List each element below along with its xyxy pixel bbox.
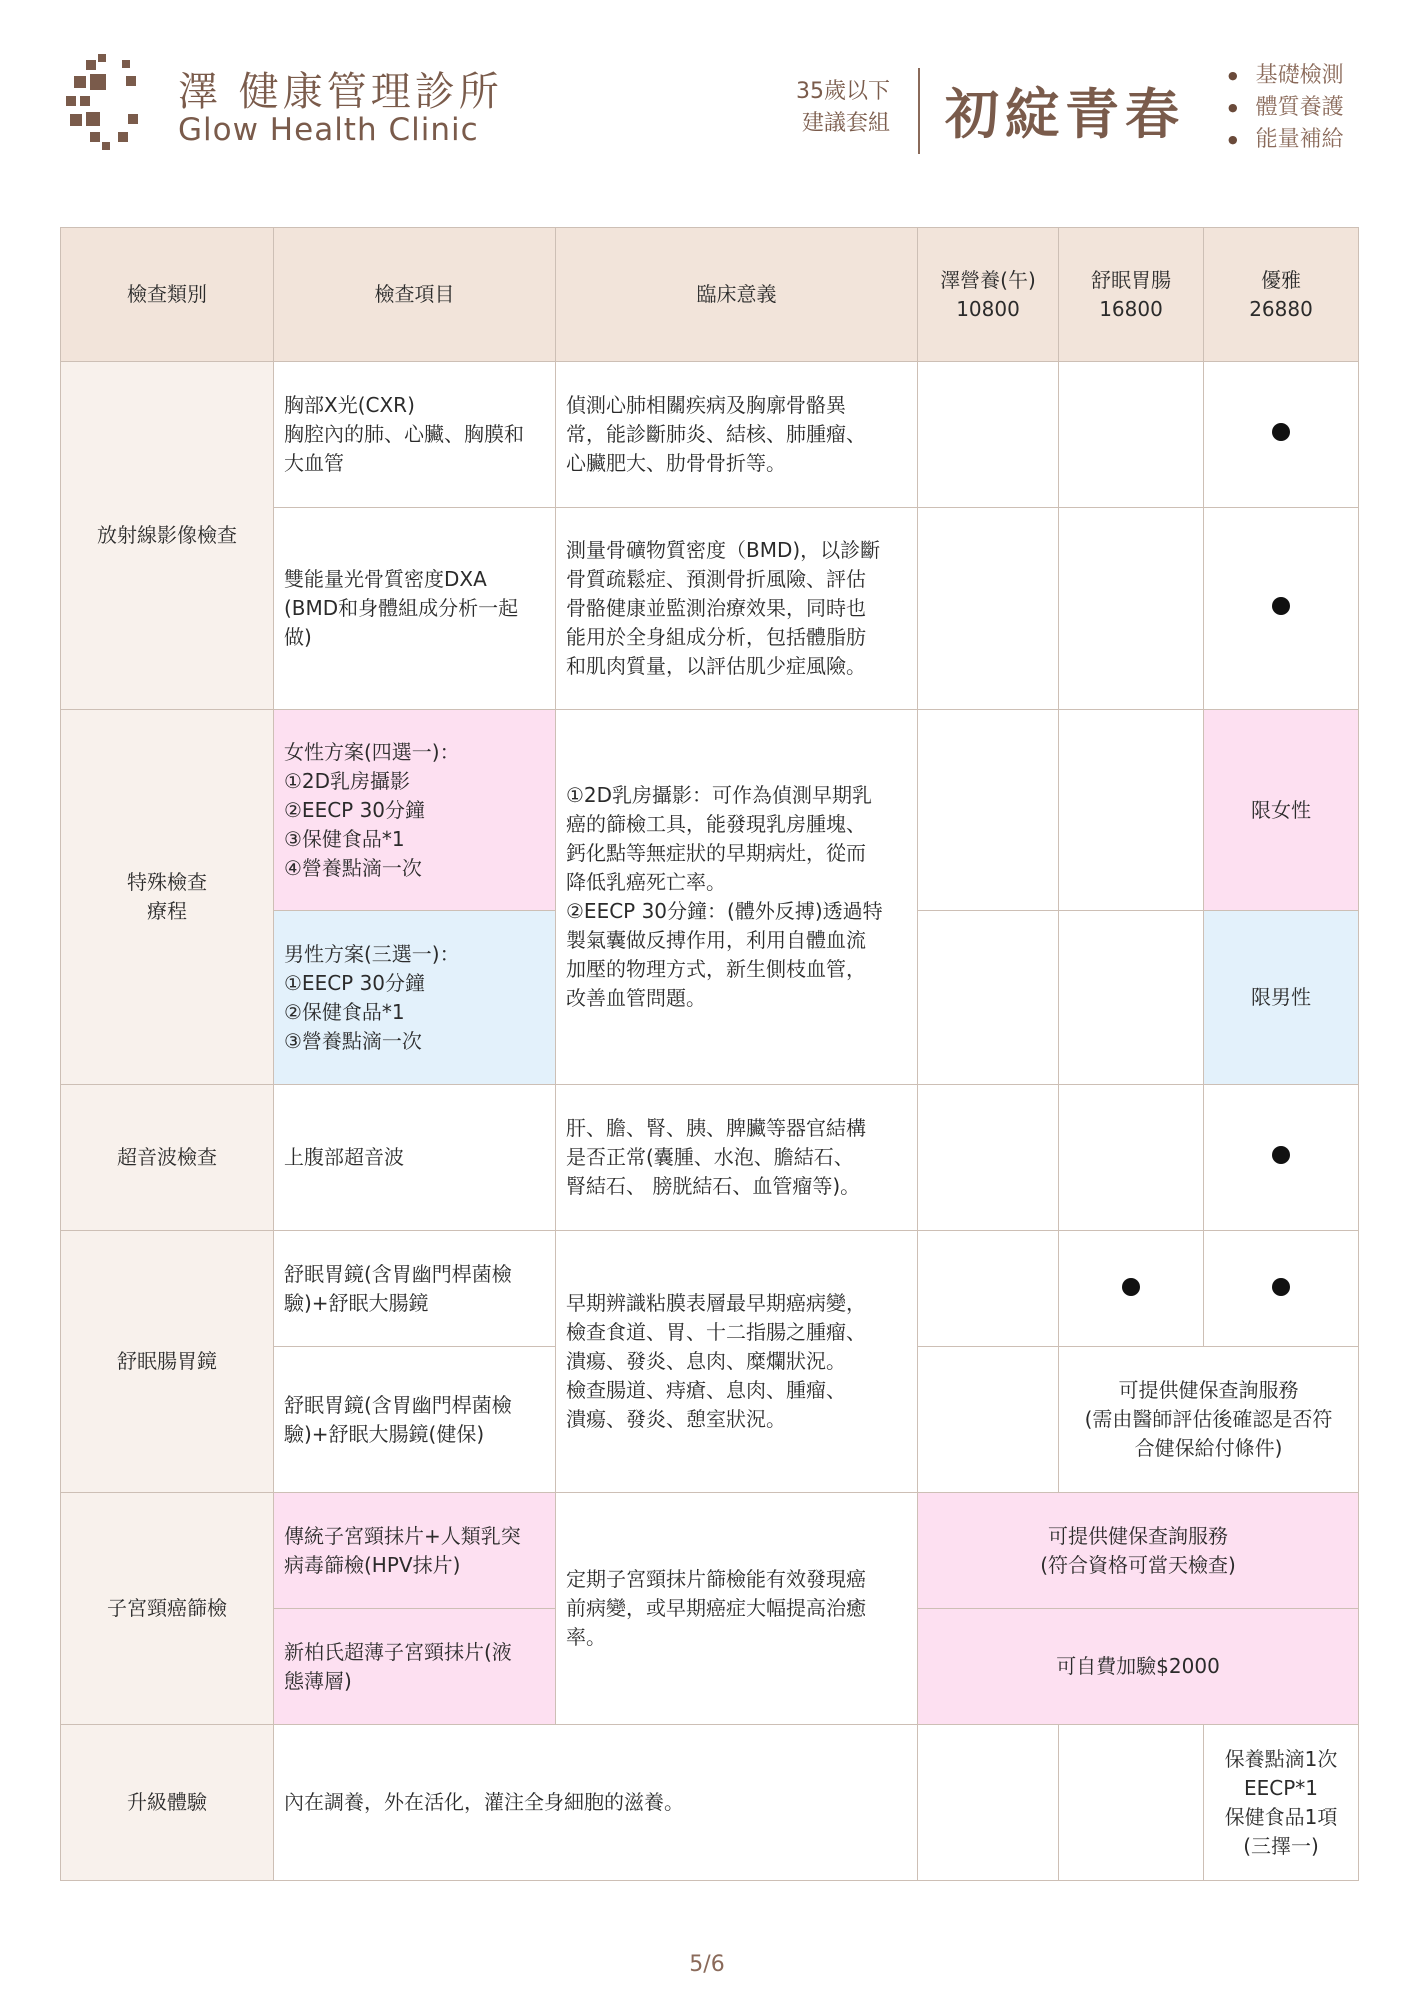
item-line: 傳統子宮頸抹片+人類乳突 <box>284 1523 521 1548</box>
plan-1-cell <box>918 1347 1059 1493</box>
meaning-line: 肝、膽、腎、胰、脾臟等器官結構 <box>566 1116 866 1140</box>
item-line: 胸部X光(CXR) <box>284 393 415 417</box>
exam-item <box>274 1231 556 1347</box>
item-line: 大血管 <box>284 451 344 475</box>
item-line: 病毒篩檢(HPV抹片) <box>284 1552 461 1577</box>
age-line: 35歲以下 <box>796 79 890 104</box>
plan-price: 10800 <box>956 296 1020 321</box>
table-row <box>61 1085 1359 1231</box>
meaning-line: 常，能診斷肺炎、結核、肺腫瘤、 <box>566 422 866 446</box>
meaning-line: 心臟肥大、肋骨骨折等。 <box>566 451 786 475</box>
meaning-line: 癌的篩檢工具，能發現乳房腫塊、 <box>566 812 866 836</box>
plan-1-cell <box>918 1725 1059 1881</box>
item-line: (BMD和身體組成分析一起 <box>284 596 519 620</box>
clinical-meaning <box>556 508 918 710</box>
note-line: 可提供健保查詢服務 <box>1048 1523 1228 1548</box>
header-divider <box>918 68 920 154</box>
exam-table <box>60 227 1359 1881</box>
header-plan-3 <box>1204 228 1359 362</box>
table-row <box>61 710 1359 911</box>
female-plan-item <box>274 710 556 911</box>
exam-item <box>274 1493 556 1609</box>
item-line: 新柏氏超薄子宮頸抹片(液 <box>284 1639 512 1664</box>
clinical-meaning <box>556 1231 918 1493</box>
meaning-line: 腎結石、 膀胱結石、血管瘤等)。 <box>566 1174 861 1198</box>
note-line: 合健保給付條件) <box>1134 1436 1283 1460</box>
item-line: 女性方案(四選一)： <box>284 739 460 764</box>
category-cervical: 子宮頸癌篩檢 <box>61 1493 274 1725</box>
insurance-query-note <box>1059 1347 1359 1493</box>
meaning-line: 加壓的物理方式，新生側枝血管， <box>566 957 866 981</box>
clinical-meaning <box>556 710 918 1085</box>
meaning-line: 降低乳癌死亡率。 <box>566 870 726 894</box>
plan-2-cell <box>1059 1231 1204 1347</box>
meaning-line: 定期子宮頸抹片篩檢能有效發現癌 <box>566 1567 866 1591</box>
item-line: 驗)+舒眠大腸鏡(健保) <box>284 1421 485 1446</box>
meaning-line: 製氣囊做反搏作用，利用自體血流 <box>566 928 866 952</box>
female-only-note: 限女性 <box>1204 710 1359 911</box>
plan-1-cell <box>918 508 1059 710</box>
included-dot-icon <box>1122 1278 1140 1296</box>
included-dot-icon <box>1272 423 1290 441</box>
clinic-name-english: Glow Health Clinic <box>178 112 479 148</box>
plan-price: 26880 <box>1249 296 1313 321</box>
insurance-query-note <box>918 1493 1359 1609</box>
plan-name: 優雅 <box>1261 267 1301 292</box>
meaning-line: 能用於全身組成分析，包括體脂肪 <box>566 625 866 649</box>
item-line: ④營養點滴一次 <box>284 855 422 880</box>
included-dot-icon <box>1272 1146 1290 1164</box>
item-line: 男性方案(三選一)： <box>284 941 460 966</box>
category-special <box>61 710 274 1085</box>
clinical-meaning <box>556 1085 918 1231</box>
table-row <box>61 1493 1359 1609</box>
item-line: 驗)+舒眠大腸鏡 <box>284 1290 429 1315</box>
item-line: 雙能量光骨質密度DXA <box>284 567 487 591</box>
meaning-line: 潰瘍、發炎、憩室狀況。 <box>566 1407 786 1431</box>
exam-item <box>274 1347 556 1493</box>
meaning-line: 檢查腸道、痔瘡、息肉、腫瘤、 <box>566 1378 846 1402</box>
plan-1-cell <box>918 1231 1059 1347</box>
meaning-line: 骨質疏鬆症、預測骨折風險、評估 <box>566 567 866 591</box>
item-line: 做) <box>284 625 312 649</box>
plan-1-cell <box>918 710 1059 911</box>
table-row <box>61 1725 1359 1881</box>
clinic-logo-icon <box>66 54 178 154</box>
page-number: 5/6 <box>689 1952 725 1977</box>
meaning-line: 潰瘍、發炎、息肉、糜爛狀況。 <box>566 1349 846 1373</box>
meaning-line: ②EECP 30分鐘：(體外反搏)透過特 <box>566 899 883 923</box>
note-line: 保健食品1項 <box>1224 1804 1338 1829</box>
plan-2-cell <box>1059 911 1204 1085</box>
meaning-line: 鈣化點等無症狀的早期病灶，從而 <box>566 841 866 865</box>
plan-2-cell <box>1059 508 1204 710</box>
clinical-meaning <box>556 1493 918 1725</box>
item-line: ①EECP 30分鐘 <box>284 970 426 995</box>
plan-1-cell <box>918 911 1059 1085</box>
meaning-line: 率。 <box>566 1625 606 1649</box>
plan-2-cell <box>1059 362 1204 508</box>
plan-2-cell <box>1059 1725 1204 1881</box>
table-row <box>61 1231 1359 1347</box>
item-line: ②保健食品*1 <box>284 999 405 1024</box>
meaning-line: 前病變，或早期癌症大幅提高治癒 <box>566 1596 866 1620</box>
table-header-row <box>61 228 1359 362</box>
item-line: 態薄層) <box>284 1668 352 1693</box>
header-category: 檢查類別 <box>61 228 274 362</box>
plan-price: 16800 <box>1099 296 1163 321</box>
meaning-line: 改善血管問題。 <box>566 986 706 1010</box>
included-dot-icon <box>1272 1278 1290 1296</box>
plan-3-cell <box>1204 1231 1359 1347</box>
feature-list <box>1228 60 1344 156</box>
category-upgrade: 升級體驗 <box>61 1725 274 1881</box>
included-dot-icon <box>1272 597 1290 615</box>
exam-item <box>274 362 556 508</box>
clinic-name-chinese: 澤 健康管理診所 <box>178 69 503 115</box>
plan-2-cell <box>1059 1085 1204 1231</box>
item-line: ③營養點滴一次 <box>284 1028 422 1053</box>
note-line: (符合資格可當天檢查) <box>1040 1552 1236 1577</box>
note-line: (三擇一) <box>1243 1833 1319 1858</box>
age-recommendation <box>760 76 890 140</box>
feature-item: ● 體質養護 <box>1228 92 1344 124</box>
meaning-line: 測量骨礦物質密度（BMD)，以診斷 <box>566 538 881 562</box>
header-plan-1 <box>918 228 1059 362</box>
exam-item <box>274 1609 556 1725</box>
item-line: ①2D乳房攝影 <box>284 768 411 793</box>
plan-2-cell <box>1059 710 1204 911</box>
plan-1-cell <box>918 1085 1059 1231</box>
meaning-line: 是否正常(囊腫、水泡、膽結石、 <box>566 1145 854 1169</box>
male-plan-item <box>274 911 556 1085</box>
item-line: 胸腔內的肺、心臟、胸膜和 <box>284 422 524 446</box>
meaning-line: 骨骼健康並監測治療效果，同時也 <box>566 596 866 620</box>
upgrade-description: 內在調養，外在活化，灌注全身細胞的滋養。 <box>274 1725 918 1881</box>
recommendation-line: 建議套組 <box>801 111 890 136</box>
plan-name: 澤營養(午) <box>940 267 1036 292</box>
header-item: 檢查項目 <box>274 228 556 362</box>
meaning-line: 偵測心肺相關疾病及胸廓骨骼異 <box>566 393 846 417</box>
category-line: 特殊檢查 <box>127 870 207 894</box>
header-plan-2 <box>1059 228 1204 362</box>
plan-3-upgrade-note <box>1204 1725 1359 1881</box>
plan-name: 舒眠胃腸 <box>1091 267 1171 292</box>
package-title: 初綻青春 <box>945 83 1185 146</box>
note-line: 可提供健保查詢服務 <box>1118 1378 1299 1402</box>
note-line: EECP*1 <box>1243 1775 1319 1800</box>
plan-3-cell <box>1204 362 1359 508</box>
note-line: (需由醫師評估後確認是否符 <box>1084 1407 1333 1431</box>
table-row <box>61 362 1359 508</box>
item-line: 舒眠胃鏡(含胃幽門桿菌檢 <box>284 1261 512 1286</box>
item-line: ②EECP 30分鐘 <box>284 797 426 822</box>
category-endoscopy: 舒眠腸胃鏡 <box>61 1231 274 1493</box>
header-meaning: 臨床意義 <box>556 228 918 362</box>
meaning-line: 檢查食道、胃、十二指腸之腫瘤、 <box>566 1320 866 1344</box>
exam-item <box>274 508 556 710</box>
feature-item: ● 能量補給 <box>1228 124 1344 156</box>
plan-3-cell <box>1204 1085 1359 1231</box>
plan-3-cell <box>1204 508 1359 710</box>
category-radiology: 放射線影像檢查 <box>61 362 274 710</box>
item-line: 舒眠胃鏡(含胃幽門桿菌檢 <box>284 1392 512 1417</box>
note-line: 保養點滴1次 <box>1224 1746 1338 1771</box>
meaning-line: 和肌肉質量，以評估肌少症風險。 <box>566 654 866 678</box>
meaning-line: 早期辨識粘膜表層最早期癌病變， <box>566 1291 866 1315</box>
category-line: 療程 <box>147 899 187 923</box>
plan-1-cell <box>918 362 1059 508</box>
item-line: ③保健食品*1 <box>284 826 405 851</box>
meaning-line: ①2D乳房攝影：可作為偵測早期乳 <box>566 783 873 807</box>
male-only-note: 限男性 <box>1204 911 1359 1085</box>
category-ultrasound: 超音波檢查 <box>61 1085 274 1231</box>
exam-item: 上腹部超音波 <box>274 1085 556 1231</box>
clinical-meaning <box>556 362 918 508</box>
self-pay-note: 可自費加驗$2000 <box>918 1609 1359 1725</box>
feature-item: ● 基礎檢測 <box>1228 60 1344 92</box>
